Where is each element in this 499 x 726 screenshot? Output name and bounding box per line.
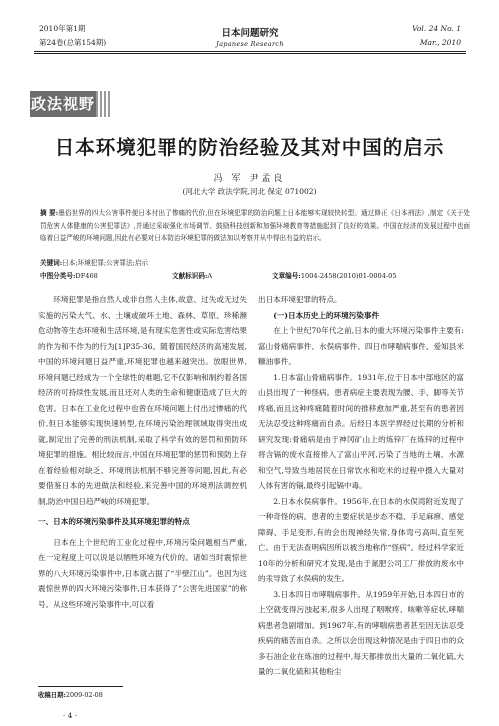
item-3-paragraph: 3.日本四日市哮喘病事件。从1959年开始,日本四日市的上空就变得污浊起来,很多人出现了咽喉疼、咳嗽等症状,哮喘病患者急剧增加。到1967年,有的哮喘病患者甚至因无法忍受疾病的痛苦而自杀。之所以会出现这种情况是由于四日市的众多石油企业在炼油的过程中,每天都排放出大量的二氧化硫,大量的二氧化硫和其他粉尘	[258, 589, 464, 676]
doc-code-row	[172, 270, 212, 280]
keywords-row	[40, 257, 470, 270]
intro-paragraph: 环境犯罪是指自然人或非自然人主体,故意、过失或无过失实施的污染大气、水、土壤或破坏土地、森林、草原、珍稀濒危动物等生态环境和生活环境,是有现实危害性或实际危害结果的作为和不作为的行为[1]P35-36。随着国民经济的高速发展,中国的环境问题日益严重,环境犯罪也越来越突出。放眼世界,环境问题已经成为一个全球性的难题,它不仅影响和制约着各国经济的可持续性发展,而且还对人类的生命和健康造成了巨大的危害。日本在工业化过程中也曾在环境问题上付出过惨痛的代价,但日本能够实现快速转型,在环境污染治理领域取得突出成就,制定出了完善的刑法机制,采取了科学有效的惩罚和预防环境犯罪的措施。相比较而言,中国在环境犯罪的惩罚和预防上存在着经验相对缺乏、环境刑法机制不够完善等问题,因此,有必要借鉴日本的先进做法和经验,来完善中国的环境刑法调控机制,防治中国日趋严峻的环境犯罪。	[38, 295, 247, 506]
left-column	[38, 292, 247, 612]
subsection-1-paragraph: 在上个世纪70年代之前,日本的重大环境污染事件主要有:富山骨痛病事件、水俣病事件、四日市哮喘病事件、爱知县米糠油事件。	[258, 326, 464, 366]
header-rule-bottom	[34, 53, 466, 54]
abstract-text: 墨俗世界的四大公害事件便日本付出了惨痛的代价,但在环境犯罪的防治问题上日本能够实现较快转型。通过修正《日本刑法》,制定《关于处罚危害人体健康的公害犯罪法》,并通过采取强化市场调节、鼓励科技创新和加强环境教育等措施起到了良好的效果。中国在经济的发展过程中也面临着日益严峻的环境问题,因此有必要对日本防治环境犯罪的做法加以考察并从中得出有益的启示。	[40, 209, 470, 242]
clc-row	[40, 270, 98, 280]
received-value: 2009-02-08	[65, 691, 103, 699]
journal-issue-year: 2010年第1期	[39, 24, 86, 33]
subsection-1-heading: (一)日本历史上的环境污染事件	[273, 310, 380, 320]
received-label: 收稿日期:	[38, 691, 66, 699]
clc-value: DF468	[75, 272, 98, 280]
article-number-row	[272, 270, 397, 280]
article-title: 日本环境犯罪的防治经验及其对中国的启示	[54, 136, 445, 159]
page-number: · 4 ·	[62, 711, 78, 720]
article-authors: 冯 军 尹孟良	[213, 174, 286, 184]
doc-code-label: 文献标识码:	[172, 272, 208, 280]
keywords-label: 关键词:	[40, 259, 63, 267]
article-affiliation: (河北大学 政法学院,河北 保定 071002)	[182, 187, 317, 196]
footnote-rule	[38, 686, 123, 687]
continued-text: 出日本环境犯罪的特点。	[258, 295, 342, 304]
journal-volume: 第24卷(总第154期)	[39, 38, 107, 47]
keywords-text: 日本;环境犯罪;公害罪法;启示	[62, 259, 149, 267]
abstract-block	[40, 207, 470, 245]
received-date	[38, 690, 103, 699]
journal-volume-en: Vol. 24 No. 1	[412, 24, 461, 33]
doc-code-value: A	[207, 272, 213, 280]
item-1-paragraph: 1.日本富山骨痛病事件。1931年,位于日本中部地区的富山县出现了一种怪病。患者病症主要表现为腰、手、脚等关节疼痛,而且这种疼痛随着时间的推移愈加严重,甚至有的患者因无法忍受这种疼痛而自杀。后经日本医学界经过长期的分析和研究发现:骨痛病是由于神冈矿山上的炼锌厂在炼锌的过程中将含镉的废水直接排入了富山平河,污染了当地的土壤、水源和空气,导致当地居民在日常饮水和吃米的过程中摄入大量对人体有害的镉,最终引起镉中毒。	[258, 372, 464, 490]
article-number-value: 1004-2458(2010)01-0004-05	[300, 272, 397, 280]
journal-title: 日本问题研究	[221, 28, 279, 39]
abstract-label: 摘 要:	[40, 209, 59, 217]
section-banner: 政法视野	[30, 91, 96, 117]
clc-label: 中图分类号:	[40, 272, 76, 280]
article-number-label: 文章编号:	[272, 272, 301, 280]
section-1-heading: 一、日本的环境污染事件及其环境犯罪的特点	[38, 517, 190, 526]
item-2-paragraph: 2.日本水俣病事件。1956年,在日本的水俣湾附近发现了一种奇怪的病。患者的主要症状是步态不稳、手足麻痹、感觉障碍、手足变形,有的会出现神经失常,身体弯弓高叫,直至死亡。由于无法查明病因所以被当地称作“怪病”。经过科学家近10年的分析和研究才发现,是由于氮肥公司工厂排放的废水中的汞导致了水俣病的发生。	[258, 496, 464, 583]
banner-decoration	[96, 91, 110, 117]
right-column	[258, 292, 464, 680]
journal-date-en: Mar., 2010	[419, 38, 461, 47]
journal-subtitle: Japanese Research	[216, 40, 284, 48]
header-rule-top	[34, 51, 466, 52]
section-1-paragraph: 日本在上个世纪的工业化过程中,环境污染问题相当严重,在一定程度上可以说是以牺牲环境为代价的。诸如当时震惊世界的八大环境污染事件中,日本就占据了“半壁江山”。也因为这震惊世界的四大环境污染事件,日本获得了“公害先进国家”的称号。从这些环境污染事件中,可以看	[38, 537, 247, 609]
